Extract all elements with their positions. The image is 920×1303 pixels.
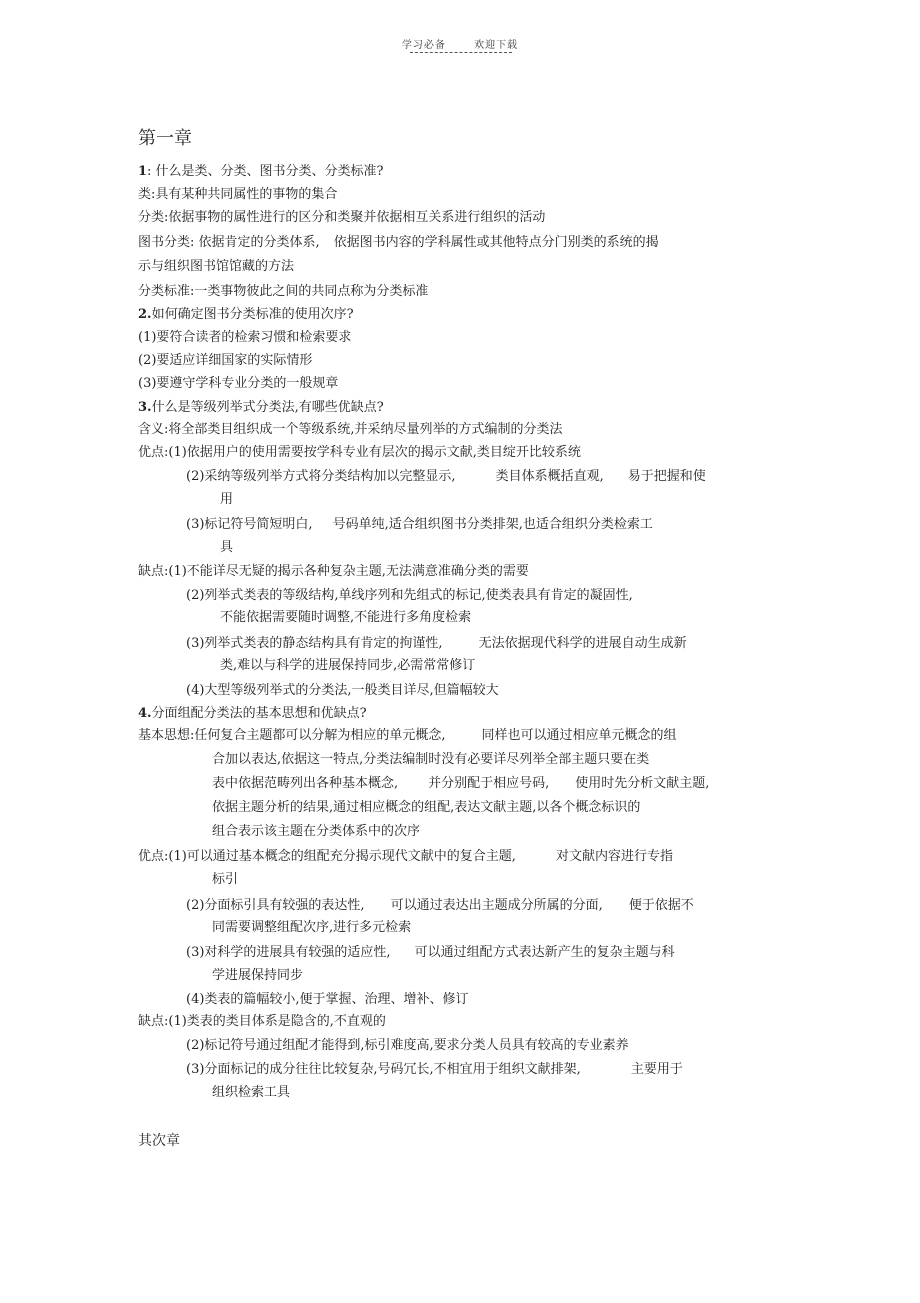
text-segment: 对文献内容进行专指 [555, 849, 673, 864]
text-line: 组合表示该主题在分类体系中的次序 [212, 824, 421, 839]
chapter-2-heading: 其次章 [138, 1133, 180, 1149]
text-line: 标引 [212, 872, 239, 887]
text-segment: 同样也可以通过相应单元概念的组 [481, 728, 677, 743]
text-segment: 使用时先分析文献主题, [575, 776, 710, 791]
question-text: 分面组配分类法的基本思想和优缺点? [151, 706, 367, 721]
text-line: 同需要调整组配次序,进行多元检索 [212, 920, 412, 935]
question-number: 4. [138, 706, 152, 721]
text-segment: 基本思想:任何复合主题都可以分解为相应的单元概念, [138, 728, 446, 743]
text-line: 组织检索工具 [212, 1085, 291, 1100]
text-line: 分类:依据事物的属性进行的区分和类聚并依据相互关系进行组织的活动 [138, 210, 546, 225]
text-line: 缺点:(1)类表的类目体系是隐含的,不直观的 [138, 1014, 386, 1029]
text-line [186, 898, 694, 914]
header-divider [410, 52, 512, 53]
text-line [212, 776, 709, 792]
text-line: 优点:(1)依据用户的使用需要按学科专业有层次的揭示文献,类目绽开比较系统 [138, 445, 581, 460]
text-line: (4)类表的篇幅较小,便于掌握、治理、增补、修订 [186, 992, 469, 1007]
text-line [186, 517, 653, 533]
text-segment: 表中依据范畴列出各种基本概念, [212, 776, 399, 791]
question-heading [138, 400, 384, 416]
question-heading [138, 164, 384, 180]
text-segment: 可以通过组配方式表达新产生的复杂主题与科 [414, 945, 675, 960]
text-segment: 号码单纯,适合组织图书分类排架,也适合组织分类检索工 [332, 517, 653, 532]
text-line: 示与组织图书馆馆藏的方法 [138, 259, 295, 274]
text-line [186, 636, 687, 652]
text-line: (2)标记符号通过组配才能得到,标引难度高,要求分类人员具有较高的专业素养 [186, 1038, 629, 1053]
text-line: (2)要适应详细国家的实际情形 [138, 353, 313, 368]
text-segment: (3)对科学的进展具有较强的适应性, [186, 945, 391, 960]
text-segment: 主要用于 [630, 1062, 683, 1077]
text-line: 类,难以与科学的进展保持同步,必需常常修订 [220, 658, 476, 673]
text-segment: 易于把握和使 [627, 469, 706, 484]
header-left-text: 学习必备 [401, 40, 446, 51]
text-line [138, 235, 659, 251]
text-line: 合加以表达,依据这一特点,分类法编制时没有必要详尽列举全部主题只要在类 [212, 752, 650, 767]
text-line [138, 728, 677, 744]
question-heading [138, 706, 367, 722]
chapter-1-heading: 第一章 [138, 128, 192, 149]
text-line: 依据主题分析的结果,通过相应概念的组配,表达文献主题,以各个概念标识的 [212, 800, 641, 815]
text-line: 不能依据需要随时调整,不能进行多角度检索 [220, 610, 472, 625]
question-heading [138, 307, 354, 323]
question-text: : 什么是类、分类、图书分类、分类标准? [147, 164, 384, 179]
text-line [186, 1062, 683, 1078]
text-line: 含义:将全部类目组织成一个等级系统,并采纳尽量列举的方式编制的分类法 [138, 422, 563, 437]
text-segment: 优点:(1)可以通过基本概念的组配充分揭示现代文献中的复合主题, [138, 849, 516, 864]
text-line: (3)要遵守学科专业分类的一般规章 [138, 376, 339, 391]
text-line: 用 [220, 492, 234, 507]
page-header [0, 36, 920, 51]
question-number: 3. [138, 400, 152, 415]
text-segment: 无法依据现代科学的进展自动生成新 [478, 636, 687, 651]
text-line: 分类标准:一类事物彼此之间的共同点称为分类标准 [138, 284, 429, 299]
text-segment: 可以通过表达出主题成分所属的分面, [390, 898, 603, 913]
text-segment: 依据图书内容的学科属性或其他特点分门别类的系统的揭 [333, 235, 659, 250]
text-segment: 便于依据不 [628, 898, 694, 913]
question-number: 1 [138, 164, 148, 179]
text-line: 缺点:(1)不能详尽无疑的揭示各种复杂主题,无法满意准确分类的需要 [138, 564, 529, 579]
header-right-text: 欢迎下载 [474, 40, 519, 51]
question-text: 如何确定图书分类标准的使用次序? [151, 307, 354, 322]
text-line [186, 469, 706, 485]
text-segment: 图书分类: 依据肯定的分类体系, [138, 235, 320, 250]
text-line [138, 849, 673, 865]
text-segment: (2)采纳等级列举方式将分类结构加以完整显示, [186, 469, 456, 484]
text-line: (1)要符合读者的检索习惯和检索要求 [138, 330, 352, 345]
text-line: (2)列举式类表的等级结构,单线序列和先组式的标记,使类表具有肯定的凝固性, [186, 588, 633, 603]
text-line: 学进展保持同步 [212, 968, 304, 983]
text-line [186, 945, 675, 961]
question-number: 2. [138, 307, 152, 322]
text-segment: 并分别配于相应号码, [428, 776, 550, 791]
text-segment: (2)分面标引具有较强的表达性, [186, 898, 365, 913]
text-segment: (3)标记符号简短明白, [186, 517, 313, 532]
text-line: (4)大型等级列举式的分类法,一般类目详尽,但篇幅较大 [186, 683, 499, 698]
question-text: 什么是等级列举式分类法,有哪些优缺点? [151, 400, 384, 415]
text-line: 类:具有某种共同属性的事物的集合 [138, 187, 338, 202]
text-segment: (3)分面标记的成分往往比较复杂,号码冗长,不相宜用于组织文献排架, [186, 1062, 581, 1077]
text-line: 具 [220, 540, 234, 555]
text-segment: (3)列举式类表的静态结构具有肯定的拘谨性, [186, 636, 443, 651]
text-segment: 类目体系概括直观, [495, 469, 604, 484]
